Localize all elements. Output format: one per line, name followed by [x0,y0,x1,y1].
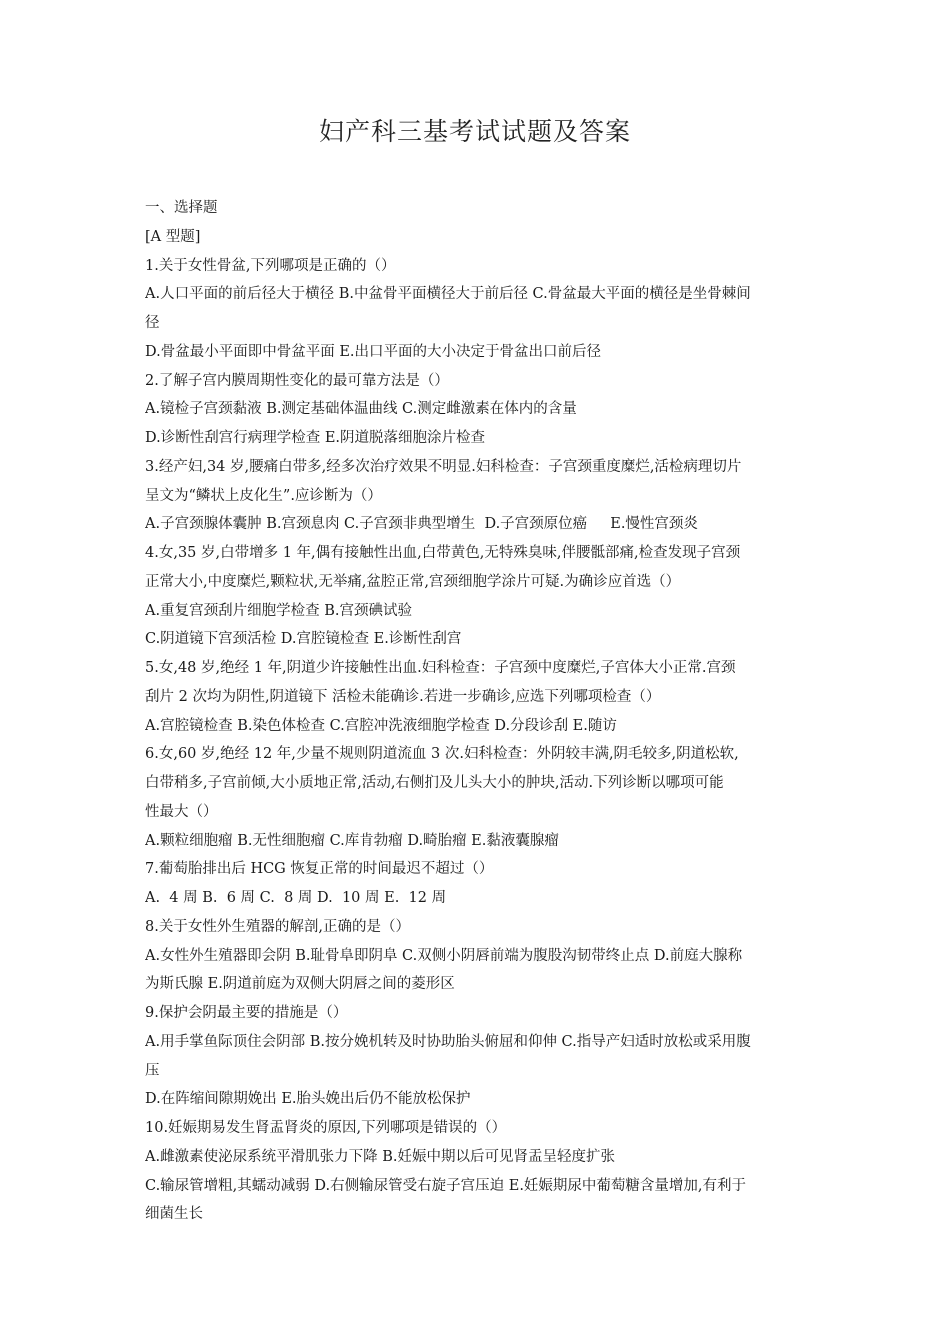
question-5-cont: 刮片 2 次均为阴性,阴道镜下 活检未能确诊.若进一步确诊,应选下列哪项检查（） [145,688,661,705]
question-4: 4.女,35 岁,白带增多 1 年,偶有接触性出血,白带黄色,无特殊臭味,伴腰骶部痛,检查发现子宫颈 [145,545,741,561]
question-2-options: A.镜检子宫颈黏液 B.测定基础体温曲线 C.测定雌激素在体内的含量 [145,401,577,418]
question-10-options-cont: C.输尿管增粗,其蠕动减弱 D.右侧输尿管受右旋子宫压迫 E.妊娠期尿中葡萄糖含量增加,有利于 [145,1177,747,1194]
question-8-options: A.女性外生殖器即会阴 B.耻骨阜即阴阜 C.双侧小阴唇前端为腹股沟韧带终止点 D.前庭大腺称 [145,947,743,964]
question-1-options-cont: 径 [145,315,160,331]
question-9: 9.保护会阴最主要的措施是（） [145,1005,348,1021]
question-2: 2.了解子宫内膜周期性变化的最可靠方法是（） [145,372,449,389]
question-10: 10.妊娠期易发生肾盂肾炎的原因,下列哪项是错误的（） [145,1120,507,1136]
question-4-options: A.重复宫颈刮片细胞学检查 B.宫颈碘试验 [145,602,412,619]
question-6-cont: 白带稍多,子宫前倾,大小质地正常,活动,右侧扪及儿头大小的肿块,活动.下列诊断以哪项可能 [145,775,724,791]
document-body [145,194,815,1229]
question-2-options-cont: D.诊断性刮宫行病理学检查 E.阴道脱落细胞涂片检查 [145,430,486,446]
question-3-options: A.子宫颈腺体囊肿 B.宫颈息肉 C.子宫颈非典型增生 D.子宫颈原位癌 E.慢性宫颈炎 [145,516,698,533]
question-7-options: A. 4 周 B. 6 周 C. 8 周 D. 10 周 E. 12 周 [145,890,447,906]
question-1: 1.关于女性骨盆,下列哪项是正确的（） [145,257,396,274]
question-4-cont: 正常大小,中度糜烂,颗粒状,无举痛,盆腔正常,宫颈细胞学涂片可疑.为确诊应首选（） [145,573,681,590]
question-1-options-cont: D.骨盆最小平面即中骨盆平面 E.出口平面的大小决定于骨盆出口前后径 [145,343,602,360]
question-4-options-cont: C.阴道镜下宫颈活检 D.宫腔镜检查 E.诊断性刮宫 [145,631,462,648]
question-6: 6.女,60 岁,绝经 12 年,少量不规则阴道流血 3 次.妇科检查：外阴较丰满,阴毛较多,阴道松软, [145,746,739,763]
question-9-options-cont: 压 [145,1062,160,1079]
question-7: 7.葡萄胎排出后 HCG 恢复正常的时间最迟不超过（） [145,861,494,878]
question-type-label: [A 型题] [145,228,201,245]
question-6-cont: 性最大（） [145,803,218,820]
question-3-cont: 呈文为“鳞状上皮化生”.应诊断为（） [145,487,382,504]
question-5-options: A.宫腔镜检查 B.染色体检查 C.宫腔冲洗液细胞学检查 D.分段诊刮 E.随访 [145,717,617,734]
question-8-options-cont: 为斯氏腺 E.阴道前庭为双侧大阴唇之间的菱形区 [145,976,455,993]
question-5: 5.女,48 岁,绝经 1 年,阴道少许接触性出血.妇科检查：子宫颈中度糜烂,子宫体大小正常.宫颈 [145,660,736,676]
section-heading: 一、选择题 [145,200,218,216]
question-3: 3.经产妇,34 岁,腰痛白带多,经多次治疗效果不明显.妇科检查：子宫颈重度糜烂,活检病理切片 [145,458,742,475]
question-1-options: A.人口平面的前后径大于横径 B.中盆骨平面横径大于前后径 C.骨盆最大平面的横径是坐骨棘间 [145,286,751,303]
question-10-options-cont: 细菌生长 [145,1206,203,1223]
document-title: 妇产科三基考试试题及答案 [318,117,631,146]
question-9-options: A.用手掌鱼际顶住会阴部 B.按分娩机转及时协助胎头俯屈和仰伸 C.指导产妇适时放松或采用腹 [145,1033,751,1050]
question-10-options: A.雌激素使泌尿系统平滑肌张力下降 B.妊娠中期以后可见肾盂呈轻度扩张 [145,1148,615,1165]
question-6-options: A.颗粒细胞瘤 B.无性细胞瘤 C.库肯勃瘤 D.畸胎瘤 E.黏液囊腺瘤 [145,832,559,849]
question-8: 8.关于女性外生殖器的解剖,正确的是（） [145,918,410,935]
question-9-options-cont: D.在阵缩间隙期娩出 E.胎头娩出后仍不能放松保护 [145,1091,471,1108]
